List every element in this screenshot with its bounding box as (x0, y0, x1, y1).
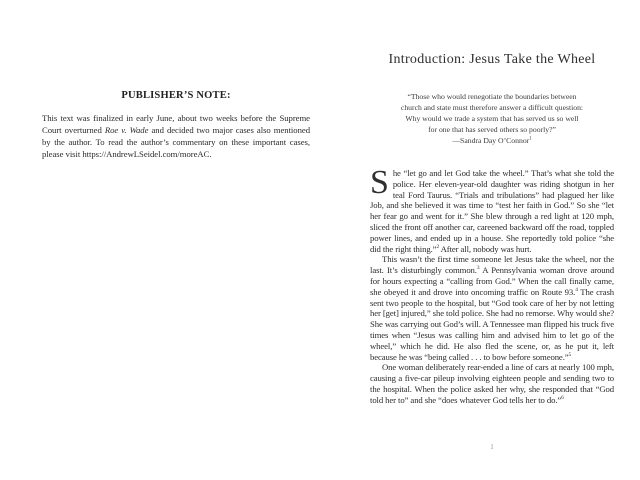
chapter-body (370, 164, 615, 406)
epigraph-attribution-name: —Sandra Day O’Connor (452, 135, 530, 145)
epigraph-line: “Those who would renegotiate the boundaries between (407, 92, 577, 101)
epigraph-attribution (355, 136, 629, 147)
body-paragraph: This wasn’t the first time someone let Jesus take the wheel, nor the last. It’s disturbingly common.$^3$ A Pennsylvania woman drove around for hours expecting a “calling from God.” When the call finally came, she obeyed it and drove into oncoming traffic on Route 93.$^4$ The crash sent two people to the hospital, but “God took care of her by not letting her [get] injured,” she told police. She had no remorse. Why would she? She was carrying out God’s will. A Tennessee man flipped his truck five times when “Jesus was calling him and advised him to let go of the wheel,” which he did. He also fled the scene, or, as he put it, left because he was “being called . . . to bow before someone.”$^5$ (370, 254, 615, 362)
epigraph-line: church and state must therefore answer a difficult question: (400, 102, 584, 112)
body-paragraph: She “let go and let God take the wheel.” That’s what she told the police. Her eleven-year-old daughter was riding shotgun in her teal Ford Taurus. “Trials and tribulations” had plagued her like Job, and she believed it was time to “test her faith in God.” So she “let her fear go and went for it.” She blew through a red light at 120 mph, sliced the front off another car, careened backward off the road, toppled power lines, and ended up in a house. She reportedly told police “she did the right thing.”$^2$ After all, nobody was hurt. (370, 164, 614, 254)
epigraph-line: for one that has served others so poorly?” (428, 124, 556, 134)
epigraph-line: Why would we trade a system that has served us so well (405, 113, 579, 123)
chapter-title: Introduction: Jesus Take the Wheel (388, 52, 596, 67)
page-number: 1 (490, 443, 494, 451)
epigraph (355, 92, 629, 147)
left-page (42, 90, 310, 160)
endnote-marker: 1 (529, 136, 532, 142)
body-paragraph: One woman deliberately rear-ended a line of cars at nearly 100 mph, causing a five-car pileup involving eighteen people and sending two to the hospital. When the police asked her why, she responded that “God told her to” and she “does whatever God tells her to do.”$^6$ (370, 362, 614, 405)
publishers-note-text: This text was finalized in early June, about two weeks before the Supreme Court overturned Roe v. Wade and decided two major cases also mentioned by the author. To read the author’s commentary on these important cases, please visit https://AndrewLSeidel.com/moreAC. (42, 113, 310, 159)
publishers-note-heading: PUBLISHER’S NOTE: (121, 90, 231, 101)
